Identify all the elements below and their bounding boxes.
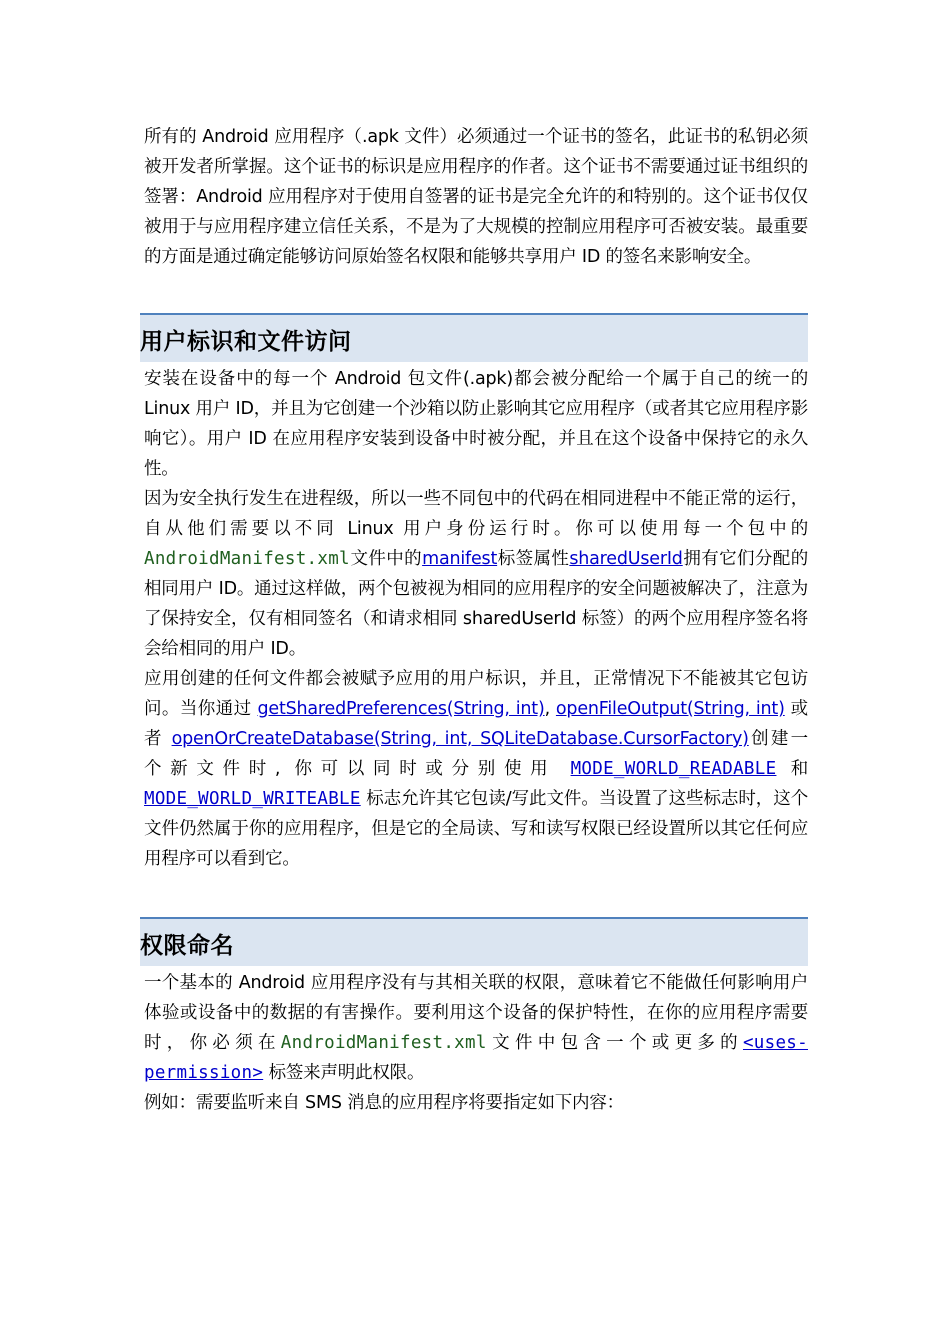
link-open-file-output[interactable]: openFileOutput(String, int)	[555, 699, 785, 719]
text-run: 标志允许其它包读/写此文件。当设置了这些标志时，这个文件仍然属于你的应用程序，但是它的全局读、写和读写权限已经设置所以其它任何应用程序可以看到它。	[144, 789, 808, 869]
section-body	[144, 966, 808, 1118]
paragraph-user-id: 安装在设备中的每一个 Android 包文件(.apk)都会被分配给一个属于自己的统一的 Linux 用户 ID，并且为它创建一个沙箱以防止影响其它应用程序（或者其它应用程序影响它）。用户 ID 在应用程序安装到设备中时被分配，并且在这个设备中保持它的永久性。	[144, 369, 808, 479]
link-mode-world-readable[interactable]	[571, 759, 777, 779]
code-run: MODE_WORLD_READABLE	[570, 759, 777, 779]
code-run: MODE_WORLD_WRITEABLE	[144, 789, 361, 809]
paragraph-shared-user-id	[144, 484, 808, 664]
intro-paragraph: 所有的 Android 应用程序（.apk 文件）必须通过一个证书的签名，此证书的私钥必须被开发者所掌握。这个证书的标识是应用程序的作者。这个证书不需要通过证书组织的签署：Android 应用程序对于使用自签署的证书是完全允许的和特别的。这个证书仅仅被用于与应用程序建立信任关系，不是为了大规模的控制应用程序可否被安装。最重要的方面是通过确定能够访问原始签名权限和能够共享用户 ID 的签名来影响安全。	[144, 127, 808, 267]
text-run: 应用创建的任何文件都会被赋予应用的用户标识，并且，正常情况下不能被其它包访问。当你通过	[144, 669, 808, 719]
text-run: 因为安全执行发生在进程级，所以一些不同包中的代码在相同进程中不能正常的运行，自从他们需要以不同 Linux 用户身份运行时。你可以使用每一个包中的	[144, 489, 808, 539]
text-run: 文件中包含一个或更多的	[486, 1033, 743, 1053]
section-header	[140, 917, 808, 966]
link-open-or-create-database[interactable]: openOrCreateDatabase(String, int, SQLiteDatabase.CursorFactory)	[171, 729, 749, 749]
link-manifest[interactable]: manifest	[422, 549, 498, 569]
code-run: <uses-permission>	[144, 1033, 808, 1083]
link-get-shared-preferences[interactable]: getSharedPreferences(String, int)	[257, 699, 545, 719]
text-run: 拥有它们分配的相同用户 ID。通过这样做，两个包被视为相同的应用程序的安全问题被解决了，注意为了保持安全，仅有相同签名（和请求相同 sharedUserId 标签）的两个应用程序签名将会给相同的用户 ID。	[144, 549, 809, 659]
text-run: 一个基本的 Android 应用程序没有与其相关联的权限，意味着它不能做任何影响用户体验或设备中的数据的有害操作。要利用这个设备的保护特性，在你的应用程序需要时，你必须在	[144, 973, 808, 1053]
manifest-filename: AndroidManifest.xml	[144, 549, 350, 569]
text-run: 或者	[144, 699, 808, 749]
text-run: ,	[544, 699, 556, 719]
paragraph-file-access	[144, 664, 808, 874]
paragraph-sms-example: 例如：需要监听来自 SMS 消息的应用程序将要指定如下内容：	[144, 1093, 624, 1113]
section-title: 用户标识和文件访问	[140, 329, 352, 355]
section-header	[140, 313, 808, 362]
text-run: 文件中的	[349, 549, 423, 569]
paragraph-permissions	[144, 968, 808, 1088]
link-shared-user-id[interactable]: sharedUserId	[569, 549, 683, 569]
text-run: 创建一个新文件时, 你可以同时或分别使用	[144, 729, 808, 779]
text-run: 和	[776, 759, 808, 779]
section-user-id-file-access	[140, 313, 809, 874]
text-run: 标签属性	[497, 549, 570, 569]
manifest-filename: AndroidManifest.xml	[280, 1033, 487, 1053]
document-body	[140, 122, 809, 1161]
text-run: 标签来声明此权限。	[263, 1063, 425, 1083]
section-title: 权限命名	[140, 933, 234, 959]
section-permission-naming	[140, 917, 808, 1118]
section-body	[144, 362, 808, 874]
link-mode-world-writeable[interactable]	[144, 789, 361, 809]
